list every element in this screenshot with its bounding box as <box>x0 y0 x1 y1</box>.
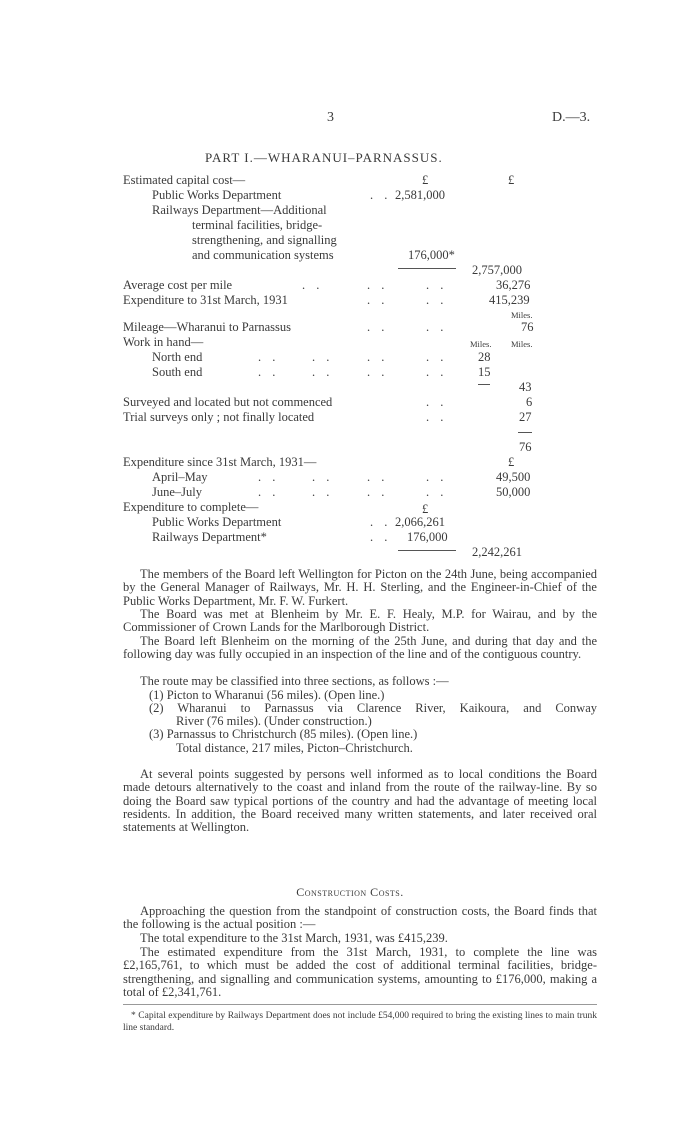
footnote-rule <box>123 1004 597 1005</box>
paragraph-estimated-expenditure: The estimated expenditure from the 31st March, 1931, to complete the line was £2,165,761, to which must be added the cost of additional terminal facilities, bridge-strengthening, and signalling and communication systems, amounting to £176,000, making a total of £2,341,761. <box>123 945 597 999</box>
leader-dots: . . <box>312 365 334 379</box>
pound-symbol: £ <box>422 502 429 516</box>
trial-surveys-value: 27 <box>519 410 532 424</box>
route-section-3: (3) Parnassus to Christchurch (85 miles). (Open line.) <box>149 727 418 741</box>
leader-dots: . . <box>312 350 334 364</box>
paragraph-detours: At several points suggested by persons well informed as to local conditions the Board made detours alternatively to the coast and inland from the route of the railway-line. By so doing the Board saw typical portions of the country and had the advantage of meeting local residents. In addition, the Board received many written statements, and later received oral statements at Wellington. <box>123 767 597 835</box>
surveyed-label: Surveyed and located but not commenced <box>123 395 333 409</box>
pound-symbol: £ <box>422 173 429 187</box>
leader-dots: . . <box>367 320 389 334</box>
railways-label-line2: terminal facilities, bridge- <box>192 218 323 232</box>
surveyed-value: 6 <box>526 395 533 409</box>
south-end-value: 15 <box>478 365 491 379</box>
leader-dots: . . <box>367 485 389 499</box>
miles-column-a: Miles. <box>470 339 492 349</box>
miles-total: 76 <box>519 440 532 454</box>
railways-label-line3: strengthening, and signalling <box>192 233 337 247</box>
paragraph-inspection: The Board left Blenheim on the morning of the 25th June, and during that day and the following day was fully occupied in an inspection of the line and of the contiguous country. <box>123 634 597 662</box>
leader-dots: . . <box>426 350 448 364</box>
section-heading-construction-costs: Construction Costs. <box>296 885 404 899</box>
paragraph-board-members: The members of the Board left Wellington for Picton on the 24th June, being accompanied by the General Manager of Railways, Mr. H. H. Sterling, and the Engineer-in-Chief of the Public Works Department, Mr. F. W. Furkert. <box>123 567 597 608</box>
leader-dots: . . <box>367 350 389 364</box>
average-cost-value: 36,276 <box>496 278 531 292</box>
work-in-hand-label: Work in hand— <box>123 335 204 349</box>
miles-column-b: Miles. <box>511 339 533 349</box>
total-estimated-cost: 2,757,000 <box>472 263 522 277</box>
mileage-label: Mileage—Wharanui to Parnassus <box>123 320 292 334</box>
expenditure-label: Expenditure to 31st March, 1931 <box>123 293 288 307</box>
mileage-value: 76 <box>521 320 534 334</box>
leader-dots: . . <box>367 365 389 379</box>
leader-dots: . . <box>312 485 334 499</box>
leader-dots: . . <box>370 515 392 529</box>
leader-dots: . . <box>370 530 392 544</box>
leader-dots: . . <box>426 278 448 292</box>
leader-dots: . . <box>426 293 448 307</box>
june-july-label: June–July <box>152 485 202 499</box>
leader-dots: . . <box>258 365 280 379</box>
paragraph-total-expenditure: The total expenditure to the 31st March, 1931, was £415,239. <box>140 931 448 945</box>
expenditure-since-label: Expenditure since 31st March, 1931— <box>123 455 317 469</box>
paragraph-route-intro: The route may be classified into three sections, as follows :— <box>140 674 449 688</box>
sum-rule <box>398 550 456 551</box>
route-section-2: (2) Wharanui to Parnassus via Clarence River, Kaikoura, and Conway <box>149 701 597 715</box>
leader-dots: . . <box>302 278 324 292</box>
trial-surveys-label: Trial surveys only ; not finally located <box>123 410 315 424</box>
pound-symbol: £ <box>508 455 515 469</box>
route-total-distance: Total distance, 217 miles, Picton–Christchurch. <box>176 741 413 755</box>
pwd-value: 2,581,000 <box>395 188 445 202</box>
leader-dots: . . <box>258 470 280 484</box>
leader-dots: . . <box>426 320 448 334</box>
expenditure-value: 415,239 <box>489 293 530 307</box>
average-cost-label: Average cost per mile <box>123 278 233 292</box>
paragraph-blenheim-meeting: The Board was met at Blenheim by Mr. E. F. Healy, M.P. for Wairau, and by the Commissioner of Crown Lands for the Marlborough District. <box>123 607 597 635</box>
sum-rule <box>518 432 532 433</box>
south-end-label: South end <box>152 365 203 379</box>
pwd-label: Public Works Department <box>152 515 282 529</box>
pwd-complete-value: 2,066,261 <box>395 515 445 529</box>
document-reference: D.—3. <box>552 110 591 125</box>
railways-label-line4: and communication systems <box>192 248 334 262</box>
april-may-label: April–May <box>152 470 208 484</box>
leader-dots: . . <box>426 365 448 379</box>
route-section-1: (1) Picton to Wharanui (56 miles). (Open line.) <box>149 688 385 702</box>
page-number: 3 <box>327 110 334 125</box>
leader-dots: . . <box>426 395 448 409</box>
sum-rule <box>398 268 456 269</box>
leader-dots: . . <box>312 470 334 484</box>
leader-dots: . . <box>426 470 448 484</box>
leader-dots: . . <box>370 188 392 202</box>
leader-dots: . . <box>367 293 389 307</box>
part-title: PART I.—WHARANUI–PARNASSUS. <box>205 150 443 165</box>
railways-complete-value: 176,000 <box>407 530 448 544</box>
sum-rule <box>478 384 490 385</box>
leader-dots: . . <box>258 350 280 364</box>
work-in-hand-total: 43 <box>519 380 532 394</box>
railways-label-line1: Railways Department—Additional <box>152 203 327 217</box>
total-to-complete: 2,242,261 <box>472 545 522 559</box>
june-july-value: 50,000 <box>496 485 531 499</box>
pwd-label: Public Works Department <box>152 188 282 202</box>
north-end-value: 28 <box>478 350 491 364</box>
miles-unit-label: Miles. <box>511 310 533 320</box>
leader-dots: . . <box>426 485 448 499</box>
paragraph-standpoint: Approaching the question from the standpoint of construction costs, the Board finds that the following is the actual position :— <box>123 904 597 932</box>
april-may-value: 49,500 <box>496 470 531 484</box>
leader-dots: . . <box>258 485 280 499</box>
railways-value: 176,000* <box>408 248 455 262</box>
footnote: * Capital expenditure by Railways Department does not include £54,000 required to bring the existing lines to main trunk line standard. <box>123 1011 597 1033</box>
railways-label: Railways Department* <box>152 530 267 544</box>
route-section-2-cont: River (76 miles). (Under construction.) <box>176 714 372 728</box>
leader-dots: . . <box>367 278 389 292</box>
north-end-label: North end <box>152 350 203 364</box>
leader-dots: . . <box>367 470 389 484</box>
expenditure-to-complete-label: Expenditure to complete— <box>123 500 259 514</box>
pound-symbol: £ <box>508 173 515 187</box>
estimated-capital-cost-label: Estimated capital cost— <box>123 173 246 187</box>
leader-dots: . . <box>426 410 448 424</box>
